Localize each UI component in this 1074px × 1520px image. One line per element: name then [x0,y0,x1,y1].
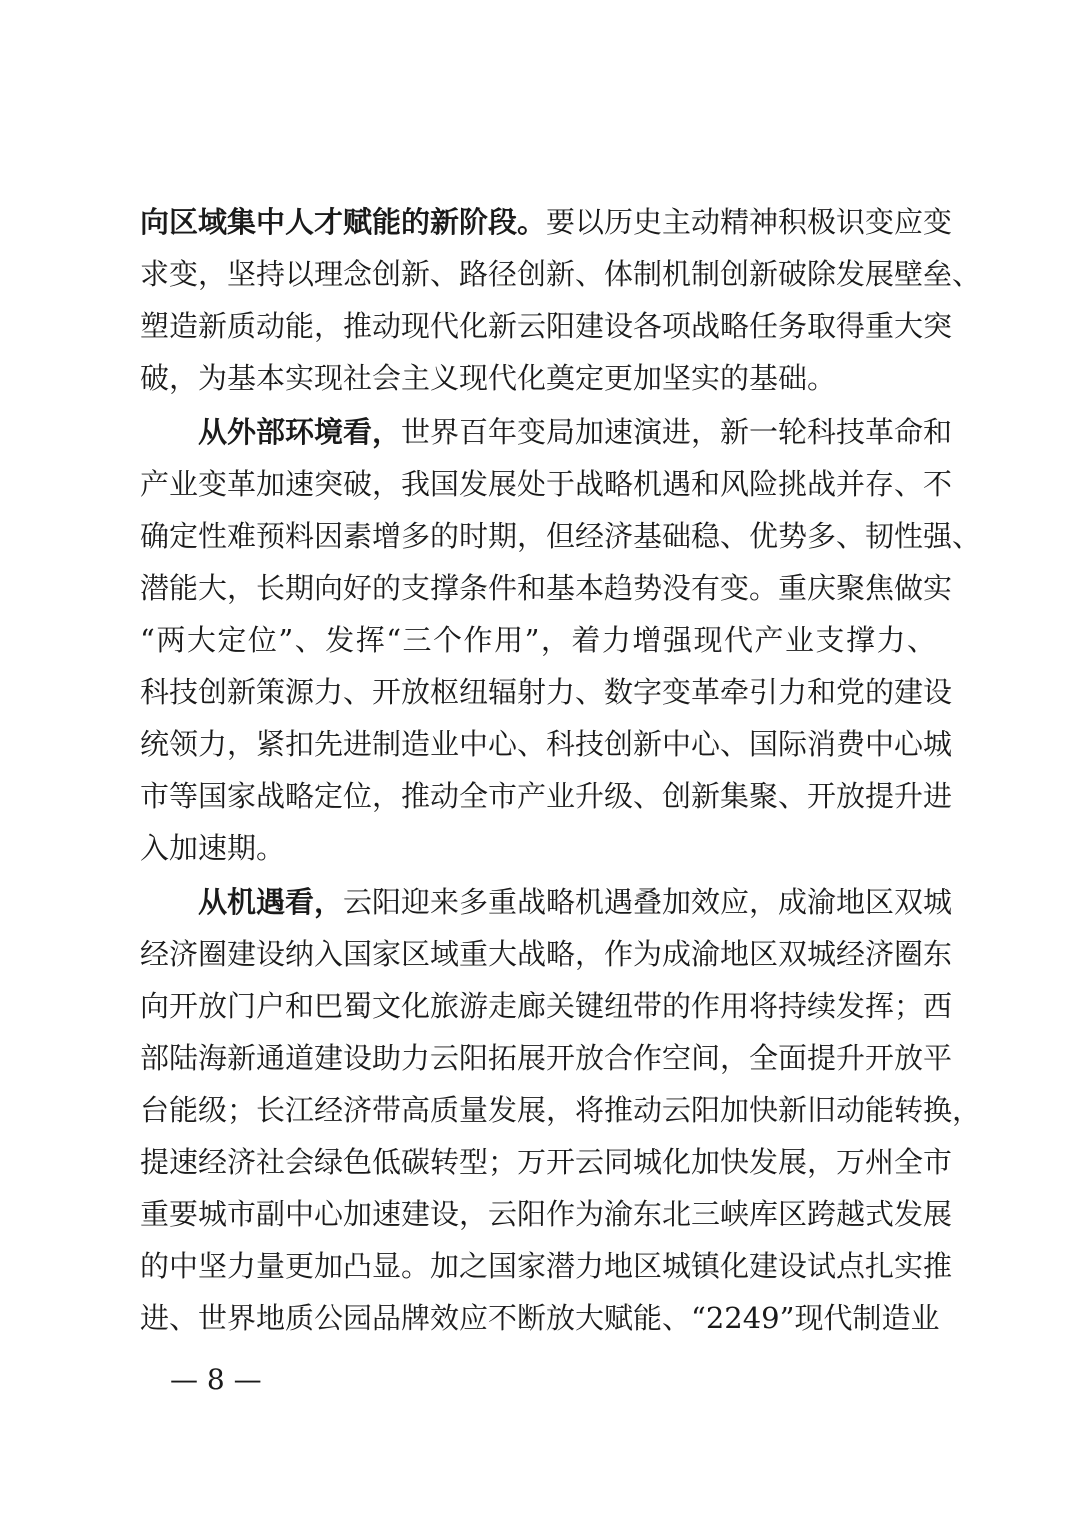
paragraph-1-line-1 [140,196,953,248]
paragraph-3-line-1-text: 云阳迎来多重战略机遇叠加效应，成渝地区双城 [343,885,953,919]
paragraph-3-line-1 [198,876,953,928]
paragraph-3-line-8: 的中坚力量更加凸显。加之国家潜力地区城镇化建设试点扎实推 [140,1249,953,1283]
paragraph-2-bold-lead: 从外部环境看， [198,415,402,449]
paragraph-2-line-9: 入加速期。 [140,831,286,865]
paragraph-2-line-8: 市等国家战略定位，推动全市产业升级、创新集聚、开放提升进 [140,779,953,813]
paragraph-3-line-7: 重要城市副中心加速建设，云阳作为渝东北三峡库区跨越式发展 [140,1197,953,1231]
page-number: — 8 — [170,1363,262,1396]
paragraph-1-line-3: 塑造新质动能，推动现代化新云阳建设各项战略任务取得重大突 [140,309,953,343]
paragraph-2-line-3: 确定性难预料因素增多的时期，但经济基础稳、优势多、韧性强、 [140,519,982,553]
paragraph-3-bold-lead: 从机遇看， [198,885,344,919]
paragraph-3-line-9: 进、世界地质公园品牌效应不断放大赋能、“2249”现代制造业 [140,1301,940,1335]
paragraph-1-line-2: 求变，坚持以理念创新、路径创新、体制机制创新破除发展壁垒、 [140,257,982,291]
paragraph-3-line-2: 经济圈建设纳入国家区域重大战略，作为成渝地区双城经济圈东 [140,937,953,971]
paragraph-1-line-4: 破，为基本实现社会主义现代化奠定更加坚实的基础。 [140,361,837,395]
paragraph-2-line-2: 产业变革加速突破，我国发展处于战略机遇和风险挑战并存、不 [140,467,953,501]
paragraph-3-line-3: 向开放门户和巴蜀文化旅游走廊关键纽带的作用将持续发挥；西 [140,989,953,1023]
paragraph-2-line-1-text: 世界百年变局加速演进，新一轮科技革命和 [401,415,953,449]
paragraph-1-bold-lead: 向区域集中人才赋能的新阶段。 [140,205,547,239]
paragraph-2-line-7: 统领力，紧扣先进制造业中心、科技创新中心、国际消费中心城 [140,727,953,761]
paragraph-2-line-4: 潜能大，长期向好的支撑条件和基本趋势没有变。重庆聚焦做实 [140,571,953,605]
paragraph-2-line-5: “两大定位”、发挥“三个作用”，着力增强现代产业支撑力、 [140,623,936,657]
paragraph-3-line-5: 台能级；长江经济带高质量发展，将推动云阳加快新旧动能转换， [140,1093,982,1127]
paragraph-2-line-1 [198,406,953,458]
paragraph-3-line-6: 提速经济社会绿色低碳转型；万开云同城化加快发展，万州全市 [140,1145,953,1179]
paragraph-2-line-6: 科技创新策源力、开放枢纽辐射力、数字变革牵引力和党的建设 [140,675,953,709]
paragraph-3-line-4: 部陆海新通道建设助力云阳拓展开放合作空间，全面提升开放平 [140,1041,953,1075]
paragraph-1-line-1-text: 要以历史主动精神积极识变应变 [546,205,953,239]
